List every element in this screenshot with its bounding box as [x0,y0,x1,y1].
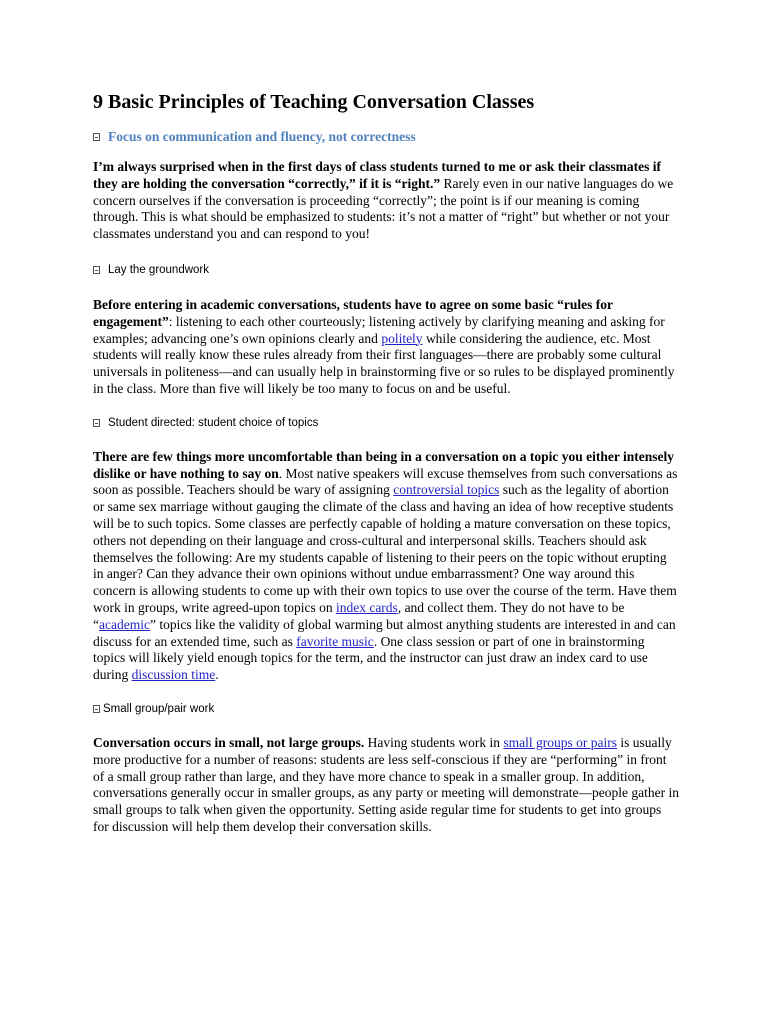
paragraph-4-text-b: is usually more productive for a number of reasons: students are less self-conscious if they are “performing” in front of a small group rather than large, and they have more chance to speak in a smaller group. In addition, conversations generally occur in smaller groups, as any party or meeting will demonstrate—people gather in small groups to talk when given the opportunity. Setting aside regular time for students to get into groups for discussion will help them develop their conversation skills. [93,734,679,834]
paragraph-1-text: Rarely even in our native languages do we concern ourselves if the conversation is proceeding “correctly”; the point is if our meaning is coming through. This is what should be emphasized to students: it’s not a matter of “right” but whether or not your classmates understand you and can respond to you! [93,175,674,242]
box-bullet-icon [93,705,100,713]
section-heading-3 [93,701,679,717]
box-bullet-icon [93,133,100,141]
paragraph-4 [93,735,679,836]
box-bullet-icon [93,266,100,274]
paragraph-3-text-c: , and collect them. They do not have to be “ [93,599,625,632]
paragraph-3-text-a: . Most native speakers will excuse themselves from such conversations as soon as possible. Teachers should be wary of assigning [93,465,678,498]
section-heading-1-text: Lay the groundwork [108,263,210,276]
paragraph-3 [93,449,679,684]
link-index-cards[interactable]: index cards [335,599,398,615]
paragraph-4-text-a: Having students work in [364,734,504,750]
section-heading-2-text: Student directed: student choice of topics [108,416,319,429]
paragraph-3-text-f: . [215,667,219,683]
section-heading-2 [93,415,679,431]
paragraph-3-text-e: . One class session or part of one in brainstorming topics will likely yield enough topics for the term, and the instructor can just draw an index card to use during [93,633,648,683]
page-title: 9 Basic Principles of Teaching Conversation Classes [93,91,535,113]
link-academic[interactable]: academic [99,616,150,632]
paragraph-3-text-b: such as the legality of abortion or same sex marriage without gauging the climate of the class and having an idea of how receptive students will be to such topics. Some classes are perfectly capable of holding a mature conversation on these topics, others not depending on their language and cross-cultural and interpersonal skills. Teachers should ask themselves the following: Are my students capable of listening to their peers on the topic without erupting in anger? Can they advance their own opinions without undue embarrassment? One way around this concern is allowing students to come up with their own topics to use over the course of the term. Have them work in groups, write agreed-upon topics on [93,482,677,615]
paragraph-2-text-b: while considering the audience, etc. Most students will really know these rules already from their first languages—there are probably some cultural universals in politeness—and can usually help in brainstorming five or so rules to be displayed prominently in the class. More than five will likely be too many to focus on and be useful. [93,330,675,396]
section-heading-3-text: Small group/pair work [103,702,215,715]
paragraph-3-bold: There are few things more uncomfortable than being in a conversation on a topic you either intensely dislike or have nothing to say on [93,448,674,481]
paragraph-1-bold: I’m always surprised when in the first days of class students turned to me or ask their classmates if they are holding the conversation “correctly,” if it is “right.” [93,159,662,191]
paragraph-2 [93,297,679,398]
link-small-groups-or-pairs[interactable]: small groups or pairs [503,734,618,750]
subheading-text: Focus on communication and fluency, not correctness [108,129,416,144]
link-controversial-topics[interactable]: controversial topics [393,482,500,498]
link-favorite-music[interactable]: favorite music [296,633,374,649]
box-bullet-icon [93,419,100,427]
paragraph-3-text-d: ” topics like the validity of global warming but almost anything students are interested in and can discuss for an extended time, such as [93,616,676,649]
subheading [93,128,679,146]
section-heading-1 [93,262,679,278]
link-politely[interactable]: politely [381,330,423,346]
paragraph-2-bold: Before entering in academic conversations, students have to agree on some basic “rules for engagement” [93,296,613,329]
paragraph-4-bold: Conversation occurs in small, not large groups. [93,734,365,750]
link-discussion-time[interactable]: discussion time [131,667,216,683]
paragraph-1 [93,159,679,243]
document-body [93,89,679,836]
paragraph-2-text-a: : listening to each other courteously; listening actively by clarifying meaning and asking for examples; advancing one’s own opinions clearly and [93,313,665,346]
